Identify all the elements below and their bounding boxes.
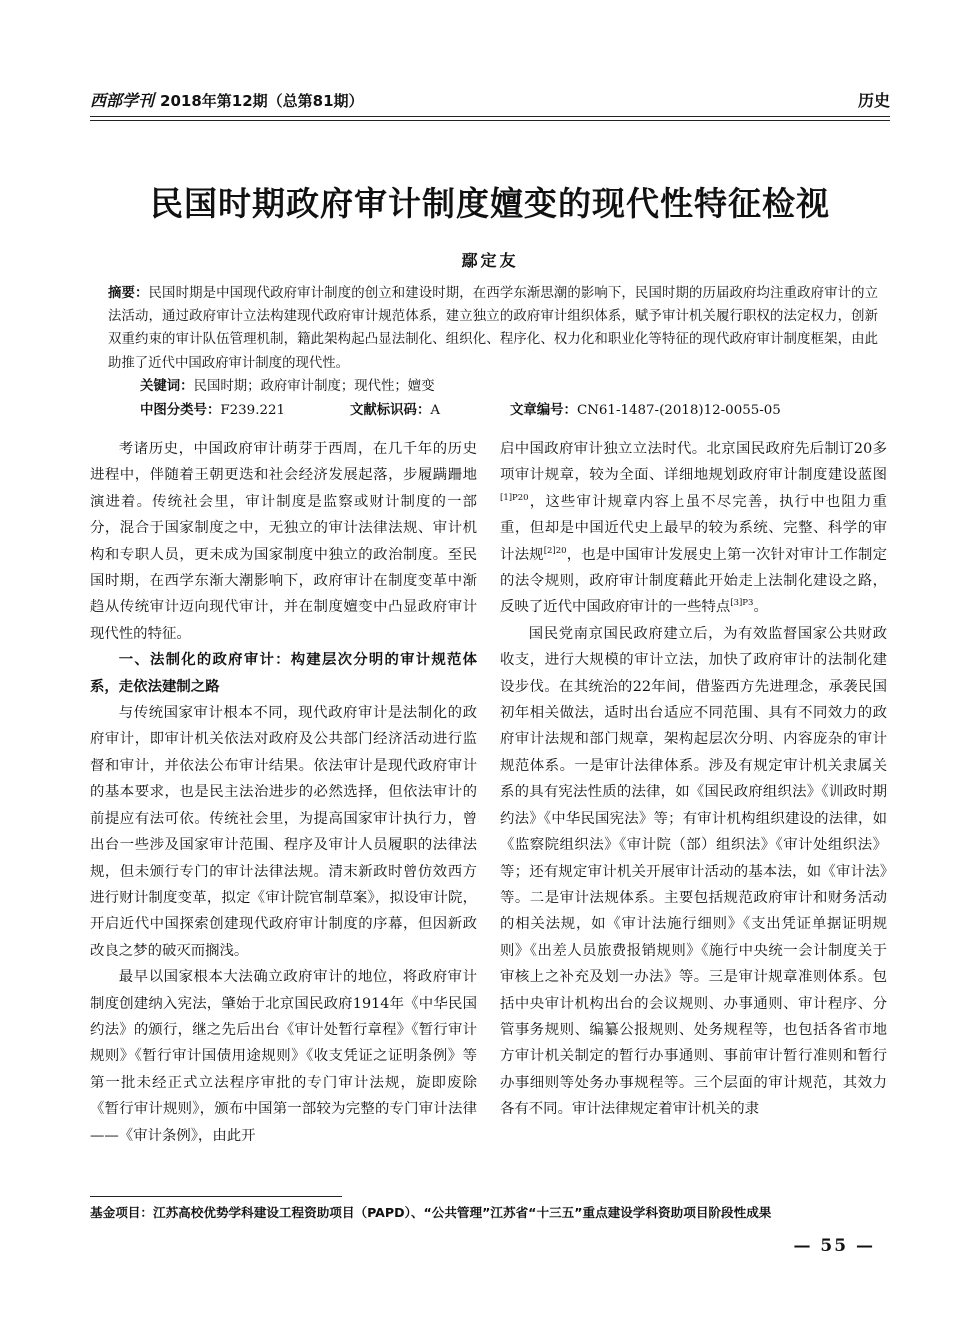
citation: [1]P20: [500, 492, 529, 503]
citation: [2]20: [543, 545, 567, 556]
paragraph-text: 。: [753, 599, 768, 616]
body-column-left: [90, 436, 477, 1149]
article-number-label: 文章编号：: [510, 403, 577, 418]
clc-value: F239.221: [220, 403, 286, 418]
paragraph: 与传统国家审计根本不同，现代政府审计是法制化的政府审计，即审计机关依法对政府及公共部门经济活动进行监督和审计，并依法公布审计结果。依法审计是现代政府审计的基本要求，也是民主法治进步的必然选择，但依法审计的前提应有法可依。传统社会里，为提高国家审计执行力，曾出台一些涉及国家审计范围、程序及审计人员履职的法律法规，但未颁行专门的审计法律法规。清末新政时曾仿效西方进行财计制度变革，拟定《审计院官制草案》，拟设审计院，开启近代中国探索创建现代政府审计制度的序幕，但因新政改良之梦的破灭而搁浅。: [90, 705, 477, 959]
journal-info: [90, 88, 364, 111]
page-number: — 55 —: [793, 1236, 875, 1256]
keywords-label: 关键词：: [140, 379, 194, 394]
paragraph-text: ，也是中国审计发展史上第一次针对审计工作制定的法令规则，政府审计制度藉此开始走上法制化建设之路，反映了近代中国政府审计的一些特点: [500, 546, 887, 616]
abstract-text: 民国时期是中国现代政府审计制度的创立和建设时期，在西学东渐思潮的影响下，民国时期的历届政府均注重政府审计的立法活动，通过政府审计立法构建现代政府审计规范体系，建立独立的政府审计组织体系，赋予审计机关履行职权的法定权力，创新双重约束的审计队伍管理机制，籍此架构起凸显法制化、组织化、程序化、权力化和职业化等特征的现代政府审计制度框架，由此助推了近代中国政府审计制度的现代性。: [108, 286, 879, 371]
footnote-rule: [90, 1196, 342, 1197]
paragraph-text: ，这些审计规章内容上虽不尽完善，执行中也阻力重重，但却是中国近代史上最早的较为系统、完整、科学的审计法规: [500, 493, 887, 563]
doc-value: A: [430, 403, 441, 418]
paragraph: 国民党南京国民政府建立后，为有效监督国家公共财政收支，进行大规模的审计立法，加快了政府审计的法制化建设步伐。在其统治的22年间，借鉴西方先进理念，承袭民国初年相关做法，适时出台适应不同范围、具有不同效力的政府审计法规和部门规章，架构起层次分明、内容庞杂的审计规范体系。一是审计法律体系。涉及有规定审计机关隶属关系的具有宪法性质的法律，如《国民政府组织法》《训政时期约法》《中华民国宪法》等；有审计机构组织建设的法律，如《监察院组织法》《审计院（部）组织法》《审计处组织法》等；还有规定审计机关开展审计活动的基本法，如《审计法》等。二是审计法规体系。主要包括规范政府审计和财务活动的相关法规，如《审计法施行细则》《支出凭证单据证明规则》《出差人员旅费报销规则》《施行中央统一会计制度关于审核上之补充及划一办法》等。三是审计规章准则体系。包括中央审计机构出台的会议规则、办事通则、审计程序、分管事务规则、编纂公报规则、处务规程等，也包括各省市地方审计机关制定的暂行办事通则、事前审计暂行准则和暂行办事细则等处务办事规程等。三个层面的审计规范，其效力各有不同。审计法律规定着审计机关的隶: [500, 625, 887, 1118]
clc-number: [140, 400, 285, 422]
body-column-right: [500, 436, 887, 1123]
doc-label: 文献标识码：: [350, 403, 431, 418]
keywords-text: 民国时期；政府审计制度；现代性；嬗变: [193, 379, 435, 394]
header-rule-thin: [90, 120, 890, 121]
keywords: [140, 376, 880, 398]
paragraph: 考诸历史，中国政府审计萌芽于西周，在几千年的历史进程中，伴随着王朝更迭和社会经济发展起落，步履蹒跚地演进着。传统社会里，审计制度是监察或财计制度的一部分，混合于国家制度之中，无独立的审计法律法规、审计机构和专职人员，更未成为国家制度中独立的政治制度。至民国时期，在西学东渐大潮影响下，政府审计在制度变革中渐趋从传统审计迈向现代审计，并在制度嬗变中凸显政府审计现代性的特征。: [90, 441, 477, 642]
paragraph-text: 启中国政府审计独立立法时代。北京国民政府先后制订20多项审计规章，较为全面、详细地规划政府审计制度建设蓝图: [500, 441, 887, 484]
issue-number: 2018年第12期（总第81期）: [160, 92, 364, 110]
citation: [3]P3: [730, 598, 754, 609]
paragraph: 最早以国家根本大法确立政府审计的地位，将政府审计制度创建纳入宪法，肇始于北京国民政府1914年《中华民国约法》的颁行，继之先后出台《审计处暂行章程》《暂行审计规则》《暂行审计国债用途规则》《收支凭证之证明条例》等第一批未经正式立法程序审批的专门审计法规，旋即废除《暂行审计规则》，颁布中国第一部较为完整的专门审计法律——《审计条例》，由此开: [90, 969, 477, 1144]
abstract-label: 摘要：: [108, 286, 149, 301]
article-number-value: CN61-1487-(2018)12-0055-05: [576, 403, 781, 418]
document-code: [350, 400, 440, 422]
section-heading: 一、法制化的政府审计：构建层次分明的审计规范体系，走依法建制之路: [90, 652, 477, 695]
paragraph: [500, 436, 887, 621]
funding-footnote: 基金项目：江苏高校优势学科建设工程资助项目（PAPD）、“公共管理”江苏省“十三五”重点建设学科资助项目阶段性成果: [90, 1205, 772, 1220]
article-author: 鄢定友: [461, 251, 519, 270]
section-label: 历史: [857, 91, 890, 110]
abstract: [108, 282, 878, 375]
article-number: [510, 400, 781, 422]
article-title: 民国时期政府审计制度嬗变的现代性特征检视: [150, 184, 830, 223]
journal-name: 西部学刊: [90, 91, 155, 110]
header-rule: [90, 116, 890, 117]
running-header: [90, 88, 890, 116]
clc-label: 中图分类号：: [140, 403, 221, 418]
